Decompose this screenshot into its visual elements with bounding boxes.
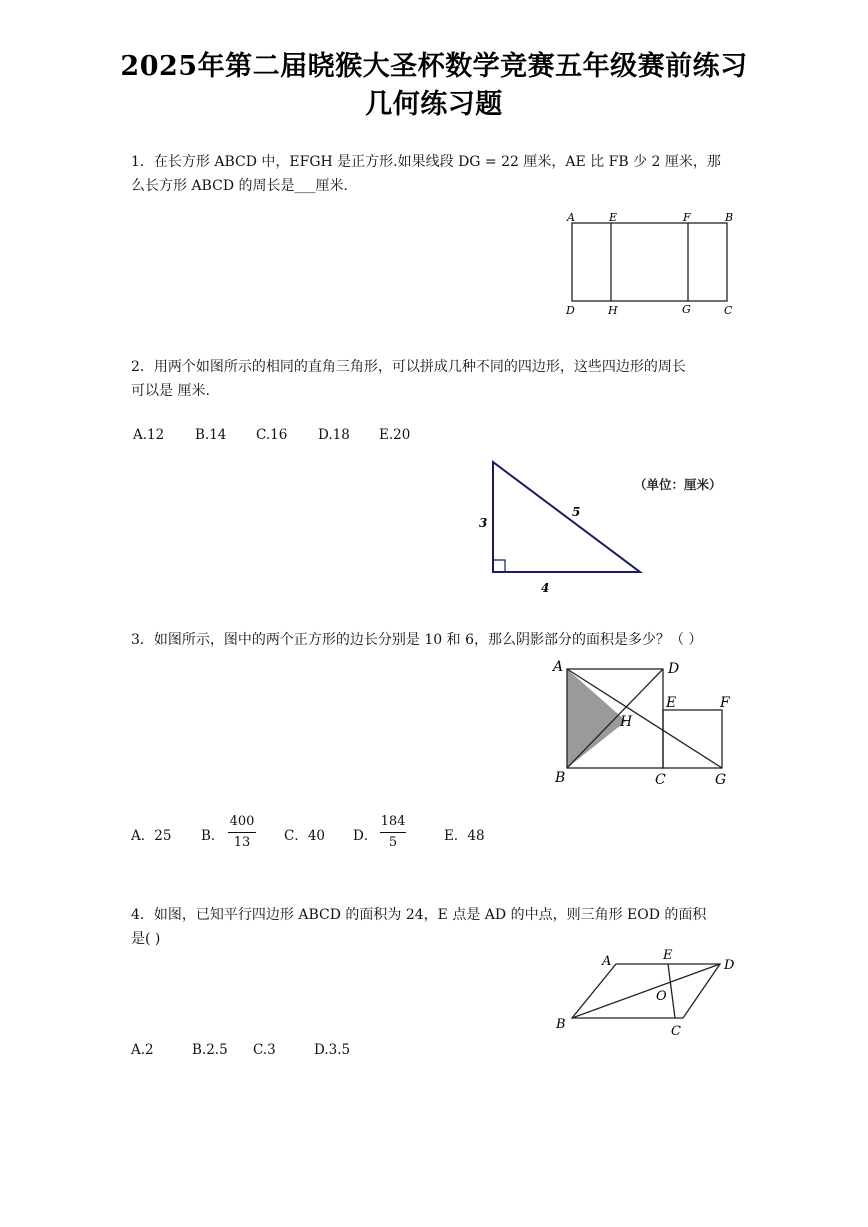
q3-fraction-b [228, 814, 256, 851]
side-label-5: 5 [572, 505, 581, 519]
unit-note: （单位：厘米） [634, 477, 722, 492]
question-2-choices [133, 427, 433, 447]
q3-choice-e[interactable]: E．48 [444, 828, 485, 844]
q3-fraction-b-denominator: 13 [233, 835, 251, 850]
page-subtitle: 几何练习题 [365, 89, 503, 120]
question-2-line-1: 2．用两个如图所示的相同的直角三角形，可以拼成几种不同的四边形，这些四边形的周长 [131, 359, 686, 375]
label-a: A [553, 659, 564, 675]
label-c: C [724, 304, 733, 317]
question-2-line-2: 可以是 厘米. [131, 383, 210, 399]
label-e: E [609, 211, 618, 224]
q3-fraction-d [380, 814, 406, 851]
q2-choice-b[interactable]: B.14 [195, 427, 227, 443]
label-e: E [663, 948, 673, 963]
q3-choice-b[interactable]: B． [201, 828, 225, 844]
label-g: G [715, 772, 727, 788]
q3-choice-c[interactable]: C．40 [284, 828, 326, 844]
question-4-line-2: 是( ) [131, 931, 161, 947]
question-2-figure [470, 452, 660, 602]
question-4-choices [131, 1042, 391, 1062]
label-h: H [608, 304, 618, 317]
q2-choice-a[interactable]: A.12 [133, 427, 165, 443]
question-4-text [131, 903, 741, 951]
right-angle-mark [493, 560, 505, 572]
label-b: B [556, 1017, 566, 1032]
label-b: B [725, 211, 734, 224]
label-f: F [683, 211, 691, 224]
label-d: D [724, 958, 735, 973]
q3-fraction-d-numerator: 184 [380, 814, 406, 829]
shaded-triangle [567, 669, 626, 768]
rectangle-abcd [572, 223, 727, 301]
label-c: C [671, 1024, 681, 1039]
label-e: E [666, 695, 677, 711]
question-1-figure [555, 205, 745, 320]
q3-fraction-b-numerator: 400 [229, 814, 255, 829]
q3-choice-d[interactable]: D． [353, 828, 378, 844]
label-g: G [682, 303, 691, 316]
q2-choice-d[interactable]: D.18 [318, 427, 350, 443]
q4-choice-c[interactable]: C.3 [253, 1042, 276, 1058]
question-4-line-1: 4．如图，已知平行四边形 ABCD 的面积为 24，E 点是 AD 的中点，则三角形 EOD 的面积 [131, 907, 707, 923]
label-o: O [656, 989, 667, 1004]
q4-choice-d[interactable]: D.3.5 [314, 1042, 351, 1058]
side-label-3: 3 [479, 516, 488, 530]
q3-choice-a[interactable]: A．25 [131, 828, 172, 844]
q2-choice-c[interactable]: C.16 [256, 427, 288, 443]
question-1-text [131, 150, 741, 198]
segment-ec [668, 964, 675, 1018]
right-triangle [493, 462, 640, 572]
label-a: A [602, 954, 612, 969]
question-3-choices [131, 824, 511, 844]
label-c: C [655, 772, 666, 788]
label-d: D [668, 661, 680, 677]
label-h: H [620, 714, 633, 730]
q4-choice-b[interactable]: B.2.5 [192, 1042, 228, 1058]
question-2-text [131, 355, 741, 403]
page-title: 2025年第二届晓猴大圣杯数学竞赛五年级赛前练习 [120, 51, 748, 82]
label-b: B [555, 770, 566, 786]
question-1-line-2: 么长方形 ABCD 的周长是___厘米. [131, 178, 348, 194]
q3-fraction-d-denominator: 5 [388, 835, 398, 850]
label-f: F [720, 695, 730, 711]
label-a: A [567, 211, 575, 224]
small-square [663, 710, 722, 768]
label-d: D [566, 304, 575, 317]
q4-choice-a[interactable]: A.2 [131, 1042, 154, 1058]
q2-choice-e[interactable]: E.20 [379, 427, 411, 443]
side-label-4: 4 [541, 581, 550, 595]
question-1-line-1: 1．在长方形 ABCD 中，EFGH 是正方形.如果线段 DG = 22 厘米，AE 比 FB 少 2 厘米，那 [131, 154, 721, 170]
question-3-figure [550, 655, 745, 795]
question-3-text: 3．如图所示，图中的两个正方形的边长分别是 10 和 6，那么阴影部分的面积是多少？（ ） [131, 632, 703, 648]
question-4-figure [550, 945, 750, 1040]
